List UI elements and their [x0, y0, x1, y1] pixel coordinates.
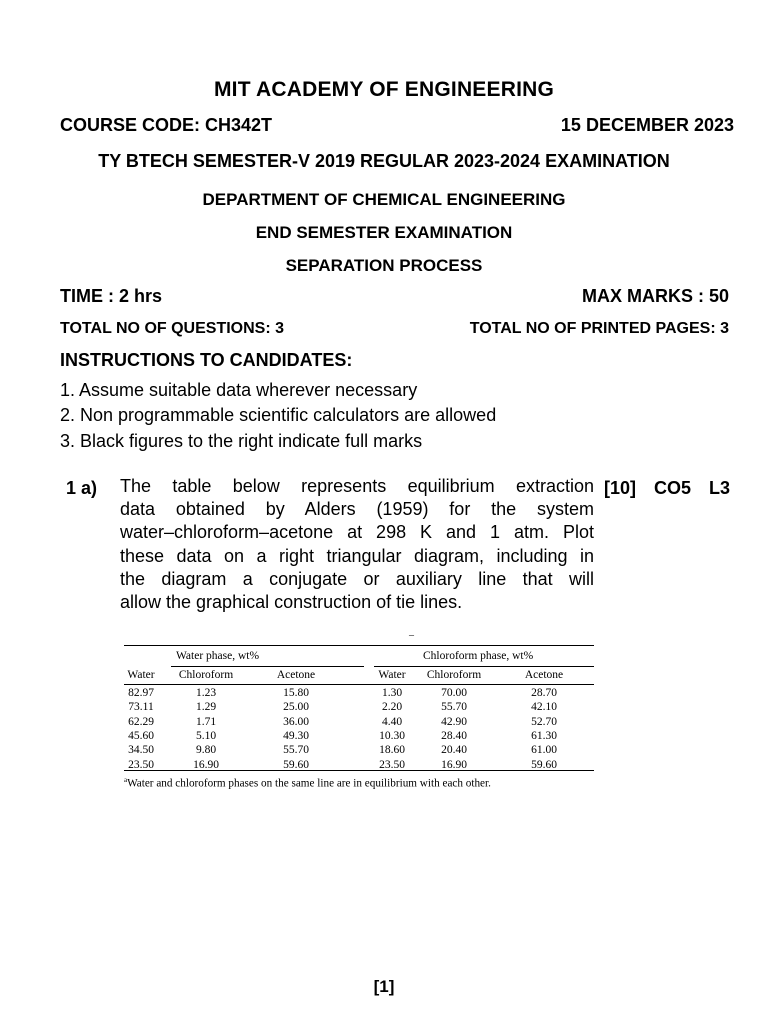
- table-cell: 1.71: [195, 715, 217, 728]
- department: DEPARTMENT OF CHEMICAL ENGINEERING: [202, 190, 566, 209]
- table-bottom-rule: [124, 770, 594, 771]
- instructions-heading: INSTRUCTIONS TO CANDIDATES:: [60, 350, 353, 370]
- column-header: Chloroform: [426, 669, 482, 681]
- instruction-item: 1. Assume suitable data wherever necessary: [60, 380, 418, 400]
- table-cell: 82.97: [128, 687, 154, 699]
- table-cell: 4.40: [381, 715, 403, 728]
- question-line: water–chloroform–acetone at 298 K and 1 atm. Plot: [120, 522, 594, 543]
- column-header: Acetone: [276, 669, 316, 681]
- table-cell: 10.30: [379, 729, 405, 742]
- table-cell: 28.40: [441, 729, 467, 742]
- footnote-mark: a: [124, 776, 128, 784]
- table-footnote: [124, 773, 594, 792]
- group-rule-chloroform: [374, 666, 594, 667]
- max-marks: MAX MARKS : 50: [581, 286, 729, 306]
- question-text: [120, 475, 594, 614]
- table-cell: 61.30: [531, 729, 557, 742]
- table-cell: 20.40: [441, 744, 467, 757]
- table-cell: 42.10: [531, 701, 557, 714]
- table-cell: 52.70: [531, 715, 557, 728]
- exam-type: END SEMESTER EXAMINATION: [255, 223, 513, 242]
- group-rule-water: [171, 666, 364, 667]
- table-cell: 59.60: [283, 758, 309, 771]
- column-header: Acetone: [524, 669, 564, 681]
- table-cell: 16.90: [441, 758, 467, 771]
- table-cell: 34.50: [128, 744, 154, 757]
- exam-time: TIME : 2 hrs: [60, 286, 163, 306]
- course-code: COURSE CODE: CH342T: [60, 115, 273, 135]
- total-pages: TOTAL NO OF PRINTED PAGES: 3: [469, 320, 729, 337]
- question-number: 1 a): [66, 478, 98, 498]
- instruction-item: 2. Non programmable scientific calculators are allowed: [60, 405, 497, 425]
- group-header-chloroform: Chloroform phase, wt%: [423, 650, 534, 662]
- footnote-text: Water and chloroform phases on the same line are in equilibrium with each other.: [127, 777, 491, 790]
- table-cell: 45.60: [128, 729, 154, 742]
- question-marks: [10]: [604, 478, 637, 498]
- table-cell: 1.30: [381, 687, 403, 699]
- column-header: Water: [378, 669, 406, 681]
- question-line: The table below represents equilibrium extraction: [120, 476, 594, 496]
- table-cell: 61.00: [531, 744, 557, 757]
- column-header: Water: [127, 669, 155, 681]
- table-cell: 73.11: [128, 701, 154, 714]
- table-cell: 5.10: [195, 729, 217, 742]
- table-cell: 36.00: [283, 715, 309, 728]
- question-line: these data on a right triangular diagram, including in: [120, 545, 594, 566]
- table-cell: 42.90: [441, 715, 467, 728]
- question-course-outcome: CO5: [654, 478, 692, 498]
- group-header-water: Water phase, wt%: [176, 650, 260, 662]
- table-cell: 2.20: [381, 701, 403, 714]
- table-cell: 23.50: [128, 758, 154, 771]
- exam-date: 15 DECEMBER 2023: [560, 115, 734, 135]
- table-cell: 25.00: [283, 701, 309, 714]
- column-header: Chloroform: [178, 669, 234, 681]
- table-dash: –: [409, 630, 414, 641]
- table-cell: 28.70: [531, 687, 557, 699]
- table-cell: 59.60: [531, 758, 557, 771]
- question-level: L3: [709, 478, 731, 498]
- table-cell: 70.00: [441, 687, 467, 699]
- table-cell: 49.30: [283, 729, 309, 742]
- question-line: data obtained by Alders (1959) for the system: [120, 499, 594, 520]
- total-questions: TOTAL NO OF QUESTIONS: 3: [60, 320, 285, 337]
- table-cell: 18.60: [379, 744, 405, 757]
- question-line: the diagram a conjugate or auxiliary line that will: [120, 568, 594, 589]
- page-number: [1]: [373, 977, 395, 996]
- instruction-item: 3. Black figures to the right indicate full marks: [60, 431, 423, 451]
- table-cell: 1.23: [195, 687, 217, 699]
- table-cell: 62.29: [128, 715, 154, 728]
- institute-title: MIT ACADEMY OF ENGINEERING: [213, 78, 555, 101]
- table-cell: 55.70: [283, 744, 309, 757]
- question-line: allow the graphical construction of tie lines.: [120, 592, 463, 613]
- header-bottom-rule: [124, 684, 594, 685]
- table-cell: 1.29: [195, 701, 217, 714]
- table-cell: 55.70: [441, 701, 467, 714]
- table-cell: 15.80: [283, 687, 309, 699]
- table-top-rule: [124, 645, 594, 646]
- exam-line: TY BTECH SEMESTER-V 2019 REGULAR 2023-2024 EXAMINATION: [98, 151, 670, 171]
- subject: SEPARATION PROCESS: [285, 256, 483, 275]
- table-cell: 16.90: [193, 758, 219, 771]
- table-cell: 9.80: [195, 744, 217, 757]
- table-cell: 23.50: [379, 758, 405, 771]
